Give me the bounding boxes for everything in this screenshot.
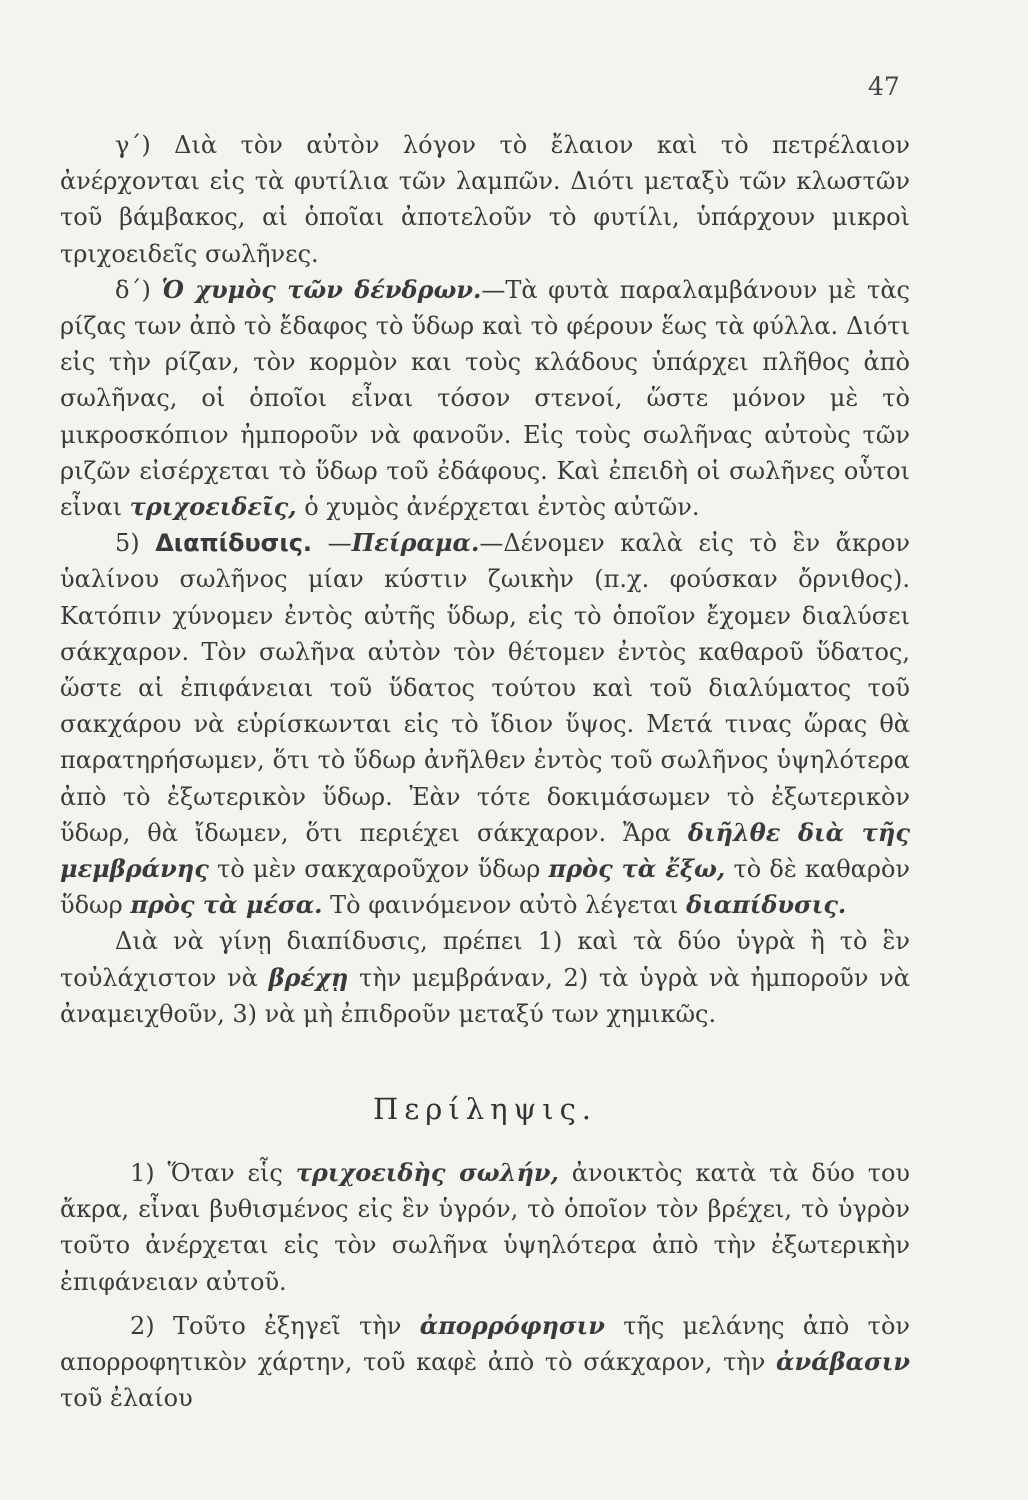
body-text bbox=[60, 127, 910, 1032]
paragraph-text: τῆς μελάνης ἀπὸ τὸν απορροφητικὸν χάρτην, τοῦ καφὲ ἀπὸ τὸ σάκχαρον, τὴν bbox=[60, 1311, 910, 1377]
paragraph-text: ὁ χυμὸς ἀνέρχεται ἐντὸς αὐτῶν. bbox=[296, 493, 700, 522]
paragraph-text: γ΄) Διὰ τὸν αὐτὸν λόγον τὸ ἔλαιον καὶ τὸ πετρέλαιον ἀνέρχονται εἰς τὰ φυτίλια τῶν λαμπῶν. Διότι μεταξὺ τῶν κλωστῶν τοῦ βάμβακος, αἱ ὁποῖαι ἀποτελοῦν τὸ φυτίλι, ὑπάρχουν μικροὶ τριχοειδεῖς σωλῆνες. bbox=[60, 131, 910, 268]
paragraph-label: δ΄) bbox=[115, 275, 162, 304]
emphasis-term: τριχοειδεῖς, bbox=[129, 492, 297, 522]
paragraph-text: — bbox=[312, 529, 352, 558]
emphasis-term: διαπίδυσις. bbox=[686, 890, 847, 920]
emphasis-term: πρὸς τὰ ἔξω, bbox=[548, 854, 726, 884]
paragraph-five bbox=[60, 525, 910, 923]
emphasis-term: ἀπορρόφησιν bbox=[419, 1310, 605, 1340]
paragraph-text: τὸ μὲν σακχαροῦχον ὕδωρ bbox=[208, 855, 549, 884]
paragraph-text: 2) Τοῦτο ἐξηγεῖ τὴν bbox=[130, 1311, 420, 1340]
emphasis-term: ἀνάβασιν bbox=[776, 1347, 910, 1377]
paragraph-label: 5) bbox=[115, 529, 156, 558]
section-title: Διαπίδυσις. bbox=[155, 529, 313, 558]
summary-heading: Περίληψις. bbox=[372, 1092, 598, 1126]
summary-item-1 bbox=[60, 1155, 910, 1300]
subsection-title: Πείραμα. bbox=[351, 528, 480, 558]
paragraph-text: 1) Ὅταν εἷς bbox=[130, 1159, 296, 1187]
emphasis-term: πρὸς τὰ μέσα. bbox=[130, 890, 323, 920]
summary-text bbox=[60, 1155, 910, 1424]
paragraph-text: τὴν μεμβράναν, 2) τὰ ὑγρὰ νὰ ἠμποροῦν νὰ ἀναμειχθοῦν, 3) νὰ μὴ ἐπιδροῦν μεταξύ των χημικῶς. bbox=[60, 963, 910, 1028]
paragraph-text: Τὸ φαινόμενον αὐτὸ λέγεται bbox=[322, 891, 687, 920]
paragraph-conditions bbox=[60, 923, 910, 1032]
paragraph-text: —Δένομεν καλὰ εἰς τὸ ἓν ἄκρον ὑαλίνου σωλῆνος μίαν κύστιν ζωικὴν (π.χ. φούσκαν ὄρνιθος). Κατόπιν χύνομεν ἐντὸς αὐτῆς ὕδωρ, εἰς τὸ ὁποῖον ἔχομεν διαλύσει σάκχαρον. Τὸν σωλῆνα αὐτὸν τὸν θέτομεν ἐντὸς καθαροῦ ὕδατος, ὥστε αἱ ἐπιφάνειαι τοῦ ὕδατος τούτου καὶ τοῦ διαλύματος τοῦ σακχάρου νὰ εὑρίσκωνται εἰς τὸ ἴδιον ὕψος. Μετά τινας ὥρας θὰ παρατηρήσωμεν, ὅτι τὸ ὕδωρ ἀνῆλθεν ἐντὸς τοῦ σωλῆνος ὑψηλότερα ἀπὸ τὸ ἐξωτερικὸν ὕδωρ. Ἐὰν τότε δοκιμάσωμεν τὸ ἐξωτερικὸν ὕδωρ, θὰ ἴδωμεν, ὅτι περιέχει σάκχαρον. Ἄρα bbox=[60, 529, 910, 847]
summary-item-2 bbox=[60, 1308, 910, 1417]
paragraph-text: ἀνοικτὸς κατὰ τὰ δύο του ἄκρα, εἶναι βυθισμένος εἰς ἓν ὑγρόν, τὸ ὁποῖον τὸν βρέχει, τὸ ὑγρὸν τοῦτο ἀνέρχεται εἰς τὸν σωλῆνα ὑψηλότερα ἀπὸ τὴν ἐξωτερικὴν ἐπιφάνειαν αὐτοῦ. bbox=[60, 1159, 911, 1296]
page-number: 47 bbox=[868, 72, 900, 101]
section-title: Ὁ χυμὸς τῶν δένδρων. bbox=[161, 274, 482, 304]
paragraph-text: τοῦ ἐλαίου bbox=[60, 1384, 193, 1413]
paragraph-delta bbox=[60, 272, 910, 525]
paragraph-gamma bbox=[60, 127, 910, 272]
emphasis-term: τριχοειδὴς σωλήν, bbox=[295, 1158, 559, 1187]
emphasis-term: βρέχῃ bbox=[268, 962, 349, 992]
paragraph-text: —Τὰ φυτὰ παραλαμβάνουν μὲ τὰς ρίζας των ἀπὸ τὸ ἔδαφος τὸ ὕδωρ καὶ τὸ φέρουν ἕως τὰ φύλλα. Διότι εἰς τὴν ρίζαν, τὸν κορμὸν και τοὺς κλάδους ὑπάρχει πλῆθος ἀπὸ σωλῆνας, οἱ ὁποῖοι εἶναι τόσον στενοί, ὥστε μόνον μὲ τὸ μικροσκόπιον ἠμποροῦν νὰ φανοῦν. Εἰς τοὺς σωλῆνας αὐτοὺς τῶν ριζῶν εἰσέρχεται τὸ ὕδωρ τοῦ ἐδάφους. Καὶ ἐπειδὴ οἱ σωλῆνες οὗτοι εἶναι bbox=[60, 275, 910, 522]
paragraph-text: Διὰ νὰ γίνῃ διαπίδυσις, πρέπει 1) καὶ τὰ δύο ὑγρὰ ἢ τὸ ἓν τοὐλάχιστον νὰ bbox=[60, 927, 910, 992]
emphasis-term: διῆλθε διὰ τῆς μεμβράνης bbox=[60, 817, 910, 884]
paragraph-text: τὸ δὲ καθαρὸν ὕδωρ bbox=[60, 855, 911, 920]
